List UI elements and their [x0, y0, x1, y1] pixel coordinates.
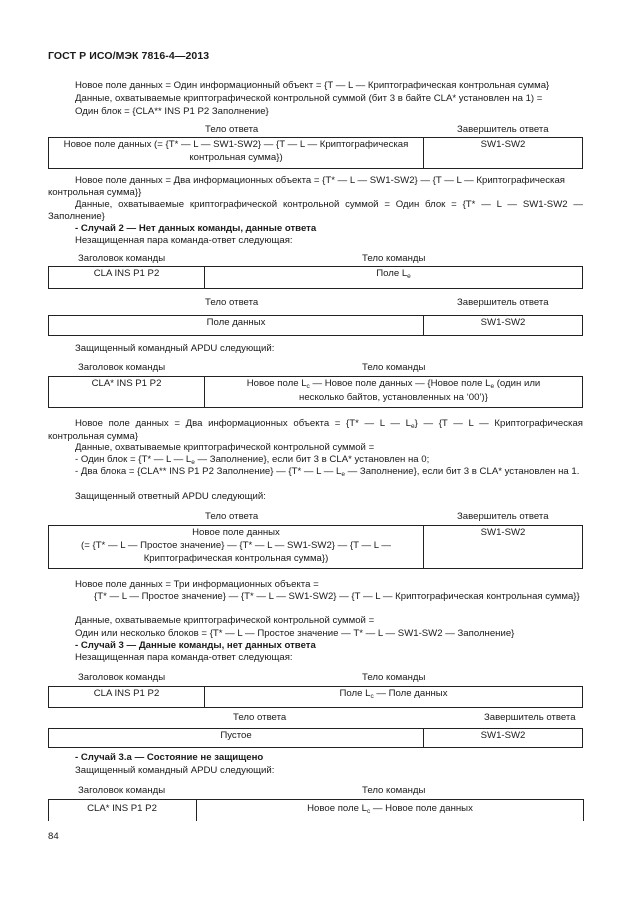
paragraph: - Два блока = {CLA** INS P1 P2 Заполнение} — {T* — L — $L_e$ — Заполнение}, если бит 3 в CLA* установлен на 1.	[75, 466, 580, 478]
command-header-cell: CLA* INS P1 P2	[49, 377, 205, 408]
column-label-response-trailer: Завершитель ответа	[457, 297, 549, 308]
command-header-cell: CLA INS P1 P2	[49, 267, 205, 289]
column-label-command-header: Заголовок команды	[78, 362, 166, 373]
command-body-cell: Поле $L_c$ — Поле данных	[205, 687, 583, 708]
document-header: ГОСТ Р ИСО/МЭК 7816-4—2013	[48, 50, 210, 62]
column-label-command-body: Тело команды	[362, 785, 426, 796]
case-heading: - Случай 3.а — Состояние не защищено	[75, 752, 264, 763]
page-number: 84	[48, 831, 59, 842]
column-label-response-trailer: Завершитель ответа	[457, 124, 549, 135]
case-heading: - Случай 3 — Данные команды, нет данных ответа	[75, 640, 316, 651]
response-table-7	[48, 728, 583, 748]
response-table-3	[48, 315, 583, 336]
paragraph: Новое поле данных = Два информационных объекта = {T* — L — $L_e$} — {T — L — Криптографическая контрольная сумма}	[48, 418, 583, 443]
response-body-cell: Новое поле данных (= {T* — L — Простое значение} — {T* — L — SW1-SW2} — {T — L — Криптографическая контрольная сумма})	[49, 526, 424, 569]
paragraph: Данные, охватываемые криптографической контрольной суммой (бит 3 в байте CLA* установлен на 1) =	[75, 93, 543, 104]
column-label-response-body: Тело ответа	[205, 124, 259, 135]
column-label-command-body: Тело команды	[362, 253, 426, 264]
paragraph: - Один блок = {T* — L — $L_e$ — Заполнение}, если бит 3 в CLA* установлен на 0;	[75, 454, 430, 466]
column-label-response-body: Тело ответа	[205, 511, 259, 522]
paragraph: Новое поле данных = Один информационный объект = {T — L — Криптографическая контрольная сумма}	[75, 80, 550, 91]
case-heading: - Случай 2 — Нет данных команды, данные ответа	[75, 223, 317, 234]
command-header-cell: CLA* INS P1 P2	[48, 799, 195, 821]
command-table-2	[48, 266, 583, 289]
response-trailer-cell: SW1-SW2	[424, 729, 583, 748]
paragraph: Новое поле данных = Два информационных объекта = {T* — L — SW1-SW2} — {T — L — Криптографическая контрольная сумма}}	[48, 175, 565, 199]
response-body-cell: Пустое	[49, 729, 424, 748]
response-trailer-cell: SW1-SW2	[424, 526, 583, 569]
column-label-command-header: Заголовок команды	[78, 672, 166, 683]
paragraph: Защищенный командный APDU следующий:	[75, 343, 275, 354]
response-table-1	[48, 137, 583, 169]
paragraph: Данные, охватываемые криптографической контрольной суммой =	[75, 442, 375, 453]
column-label-response-trailer: Завершитель ответа	[484, 712, 576, 723]
paragraph: Один или несколько блоков = {T* — L — Простое значение — T* — L — SW1-SW2 — Заполнение}	[75, 628, 515, 639]
paragraph: Защищенный ответный APDU следующий:	[75, 491, 266, 502]
command-table-6	[48, 686, 583, 708]
command-table-4	[48, 376, 583, 408]
paragraph: Незащищенная пара команда-ответ следующая:	[75, 235, 293, 246]
paragraph: Новое поле данных = Три информационных объекта =	[75, 579, 319, 590]
column-label-command-body: Тело команды	[362, 672, 426, 683]
paragraph: Незащищенная пара команда-ответ следующая:	[75, 652, 293, 663]
column-label-response-body: Тело ответа	[233, 712, 287, 723]
column-label-command-header: Заголовок команды	[78, 785, 166, 796]
response-trailer-cell: SW1-SW2	[424, 316, 583, 336]
response-table-5	[48, 525, 583, 569]
command-body-cell: Новое поле $L_c$ — Новое поле данных	[196, 799, 584, 821]
paragraph: Защищенный командный APDU следующий:	[75, 765, 275, 776]
column-label-command-header: Заголовок команды	[78, 253, 166, 264]
paragraph: Один блок = {CLA** INS P1 P2 Заполнение}	[75, 106, 269, 117]
command-header-cell: CLA INS P1 P2	[49, 687, 205, 708]
column-label-response-trailer: Завершитель ответа	[457, 511, 549, 522]
response-body-cell: Поле данных	[49, 316, 424, 336]
paragraph: Данные, охватываемые криптографической контрольной суммой =	[75, 615, 375, 626]
column-label-response-body: Тело ответа	[205, 297, 259, 308]
command-body-cell: Поле $L_e$	[205, 267, 583, 289]
response-body-cell: Новое поле данных (= {T* — L — SW1-SW2} — {T — L — Криптографическая контрольная сумма})	[49, 138, 424, 169]
column-label-command-body: Тело команды	[362, 362, 426, 373]
response-trailer-cell: SW1-SW2	[424, 138, 583, 169]
paragraph: Данные, охватываемые криптографической контрольной суммой = Один блок = {T* — L — SW1-SW2 — Заполнение}	[48, 199, 583, 223]
command-body-cell: Новое поле $L_c$ — Новое поле данных — {Новое поле $L_e$ (один или несколько байтов, установленных на ‘00’)}	[205, 377, 583, 408]
paragraph: {T* — L — Простое значение} — {T* — L — SW1-SW2} — {T — L — Криптографическая контрольная сумма}}	[94, 591, 580, 602]
